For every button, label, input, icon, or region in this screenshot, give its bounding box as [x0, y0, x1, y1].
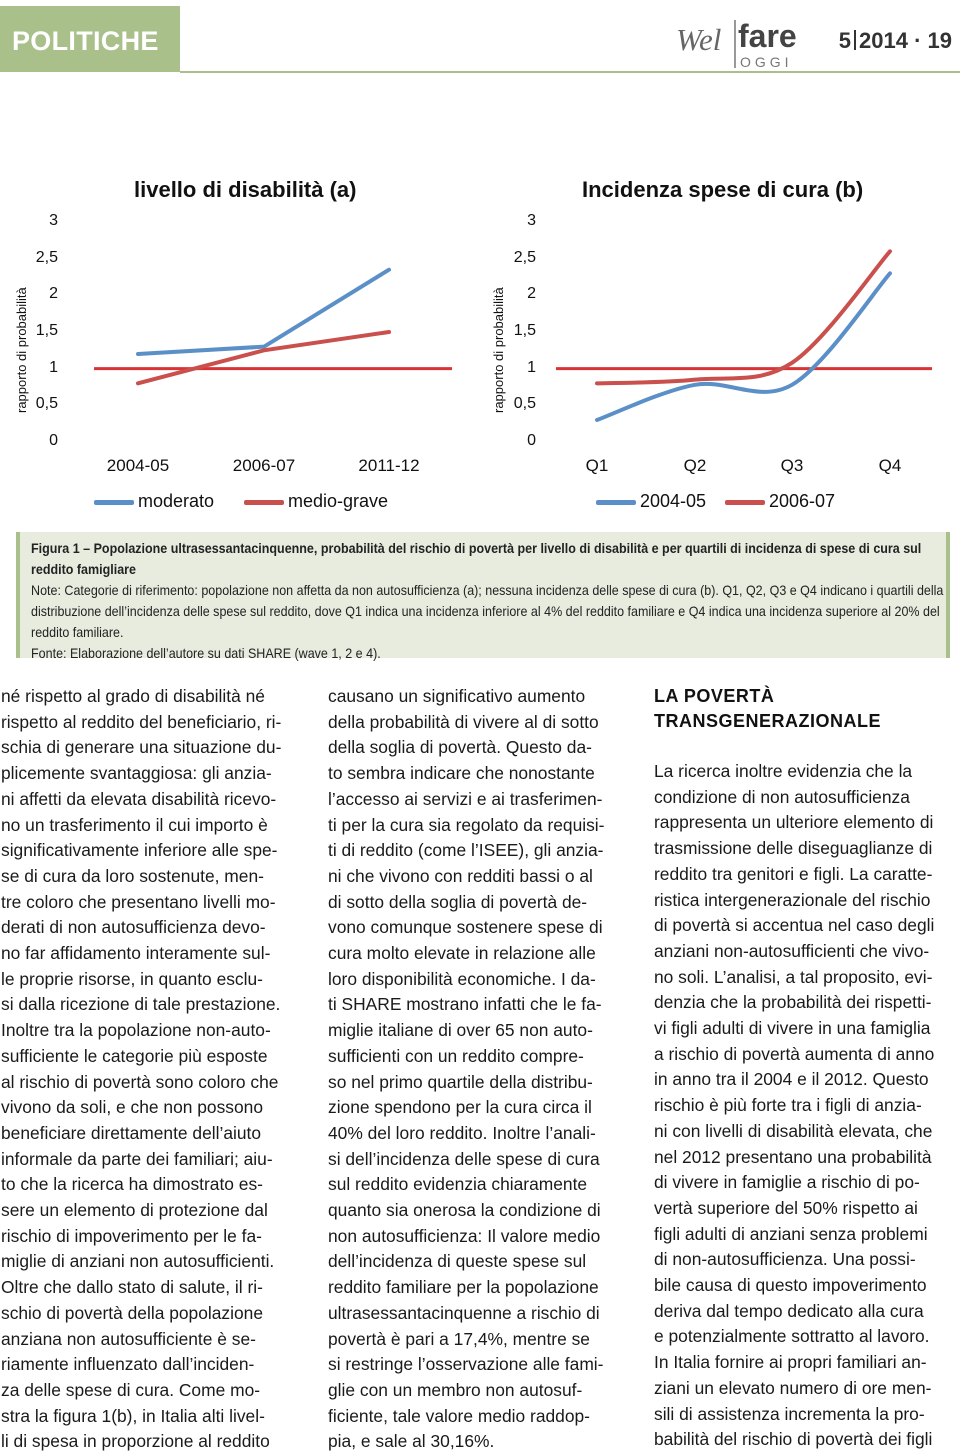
- y-tick-label: 0,5: [35, 395, 58, 413]
- series-line-2006-07: [597, 251, 890, 383]
- text-line: povertà è pari a 17,4%, mentre se: [328, 1328, 590, 1349]
- series-line-2004-05: [597, 273, 890, 420]
- issue-number: 5: [838, 28, 851, 53]
- text-line: rischio di impoverimento per le fa-: [1, 1225, 262, 1246]
- legend-label: 2004-05: [640, 491, 707, 511]
- text-line: so nel primo quartile della distribu-: [328, 1071, 593, 1092]
- issue-separator: [854, 30, 856, 50]
- x-tick-label: 2006-07: [232, 456, 296, 475]
- logo-wel: Wel: [676, 22, 722, 57]
- legend-label: medio-grave: [288, 491, 389, 511]
- legend-swatch: [94, 500, 134, 505]
- y-tick-label: 3: [49, 212, 58, 229]
- text-line: di povertà si accentua nel caso degli: [654, 915, 935, 936]
- text-line: ristica intergenerazionale del rischio: [654, 889, 931, 910]
- text-line: vono comunque sostenere spese di: [328, 917, 603, 938]
- issue-info: 5 2014 · 19: [838, 28, 952, 53]
- text-line: reddito familiare per la popolazione: [328, 1277, 599, 1298]
- y-tick-label: 0: [527, 432, 536, 449]
- text-line: denzia che la probabilità dei rispetti-: [654, 992, 932, 1013]
- text-line: no soli. L’analisi, a tal proposito, evi-: [654, 966, 933, 987]
- text-line: Inoltre tra la popolazione non-auto-: [1, 1020, 271, 1041]
- text-line: e potenzialmente sottratto al lavoro.: [654, 1326, 930, 1347]
- figure-caption: [16, 532, 950, 661]
- text-line: sul reddito evidenzia chiaramente: [328, 1174, 588, 1195]
- text-line: rispetto al reddito del beneficiario, ri-: [1, 711, 282, 732]
- logo-divider: [734, 20, 736, 68]
- text-line: di sotto della soglia di povertà de-: [328, 891, 588, 912]
- y-tick-label: 1,5: [35, 322, 58, 339]
- text-line: li di spesa in proporzione al reddito: [1, 1431, 270, 1452]
- text-line: no un trasferimento il cui importo è: [1, 814, 268, 835]
- caption-source: Fonte: Elaborazione dell’autore su dati SHARE (wave 1, 2 e 4).: [31, 646, 381, 661]
- text-line: ni che vivono con redditi bassi o al: [328, 865, 593, 886]
- x-tick-label: 2011-12: [358, 456, 420, 475]
- text-line: condizione di non autosufficienza: [654, 786, 910, 807]
- text-line: za delle spese di cura. Come mo-: [1, 1379, 261, 1400]
- header-rule: [180, 71, 960, 73]
- magazine-logo: [676, 14, 806, 70]
- caption-notes: Note: Categorie di riferimento: popolazione non affetta da non autosufficienza (a); nessuna incidenza delle spese di cura (b). Q1, Q2, Q3 e Q4 indicano i quartili della distribuzione dell’incidenza delle spese sul reddito, dove Q1 indica una incidenza inferiore al 4% del reddito familiare e Q4 indica una incidenza superiore al 20% del reddito familiare.: [31, 583, 944, 640]
- text-line: babilità del rischio di povertà dei figli: [654, 1429, 933, 1450]
- text-line: cura molto elevate in relazione alle: [328, 943, 596, 964]
- series-line-moderato: [138, 270, 389, 354]
- text-line: glie con un membro non autosuf-: [328, 1379, 583, 1400]
- text-line: miglie di anziani non autosufficienti.: [1, 1251, 275, 1272]
- text-line: trasmissione delle diseguaglianze di: [654, 838, 933, 859]
- text-line: informale da parte dei familiari; aiu-: [1, 1148, 273, 1169]
- issue-year: 2014: [859, 28, 908, 53]
- text-line: ti SHARE mostrano infatti che le fa-: [328, 994, 602, 1015]
- text-line: stra la figura 1(b), in Italia alti livel-: [1, 1405, 265, 1426]
- text-line: vertà superiore del 50% rispetto ai: [654, 1197, 918, 1218]
- chart-a-title: livello di disabilità (a): [134, 177, 357, 202]
- text-line: nel 2012 presentano una probabilità: [654, 1146, 932, 1167]
- text-line: ziani un elevato numero di ore men-: [654, 1377, 932, 1398]
- y-tick-label: 1: [49, 358, 58, 376]
- chart-a-ylabel: rapporto di probabilità: [14, 287, 29, 413]
- text-line: l’accesso ai servizi e ai trasferimen-: [328, 788, 603, 809]
- text-line: figli adulti di anziani senza problemi: [654, 1223, 928, 1244]
- text-line: ficiente, tale valore medio raddop-: [328, 1405, 590, 1426]
- text-line: rischio è più forte tra i figli di anzia-: [654, 1095, 922, 1116]
- y-tick-label: 0: [49, 432, 58, 449]
- text-line: zione spendono per la cura circa il: [328, 1097, 592, 1118]
- x-tick-label: Q2: [683, 456, 707, 475]
- text-line: miglie italiane di over 65 non auto-: [328, 1020, 593, 1041]
- text-line: al rischio di povertà sono coloro che: [1, 1071, 279, 1092]
- text-line: non autosufficienza: Il valore medio: [328, 1225, 601, 1246]
- text-line: né rispetto al grado di disabilità né: [1, 686, 265, 706]
- text-line: rappresenta un ulteriore elemento di: [654, 812, 934, 833]
- text-line: tre coloro che presentano livelli mo-: [1, 891, 276, 912]
- text-line: le proprie risorse, in quanto esclu-: [1, 968, 263, 989]
- text-line: pia, e sale al 30,16%.: [328, 1431, 495, 1452]
- page-number: 19: [927, 28, 952, 53]
- legend-swatch: [725, 500, 765, 505]
- text-line: quanto sia onerosa la condizione di: [328, 1200, 601, 1221]
- caption-figure: Figura 1 – Popolazione ultrasessantacinquenne, probabilità del rischio di povertà per livello di disabilità e per quartili di incidenza di spese di cura sul reddito famigliare: [31, 541, 922, 577]
- text-line: schio di povertà della popolazione: [1, 1302, 264, 1323]
- text-line: 40% del loro reddito. Inoltre l’anali-: [328, 1122, 596, 1143]
- text-line: a rischio di povertà aumenta di anno: [654, 1043, 935, 1064]
- text-line: ti per la cura sia regolato da requisi-: [328, 814, 605, 835]
- text-line: se di cura da loro sostenute, men-: [1, 865, 264, 886]
- y-tick-label: 2,5: [35, 248, 58, 266]
- logo-oggi: OGGI: [740, 54, 793, 70]
- section-label: POLITICHE: [12, 26, 159, 56]
- text-line: Oltre che dallo stato di salute, il ri-: [1, 1277, 263, 1298]
- text-line: ni affetti da elevata disabilità ricevo-: [1, 788, 277, 809]
- text-line: deriva dal tempo dedicato alla cura: [654, 1300, 924, 1321]
- section-tab: [0, 6, 180, 72]
- legend-swatch: [244, 500, 284, 505]
- y-tick-label: 1,5: [513, 322, 536, 339]
- text-line: sufficienti con un reddito compre-: [328, 1045, 584, 1066]
- text-line: In Italia fornire ai propri familiari an-: [654, 1352, 927, 1373]
- text-line: derati di non autosufficienza devo-: [1, 917, 266, 938]
- section-heading: LA POVERTÀ TRANSGENERAZIONALE: [654, 686, 882, 731]
- text-line: ti di reddito (come l’ISEE), gli anzia-: [328, 840, 604, 861]
- logo-fare: fare: [738, 18, 797, 54]
- text-line: anziana non autosufficiente è se-: [1, 1328, 256, 1349]
- text-column-3: [654, 684, 958, 1453]
- text-line: dell’incidenza di queste spese sul: [328, 1251, 587, 1272]
- y-tick-label: 2: [49, 285, 58, 303]
- x-tick-label: Q3: [780, 456, 804, 475]
- legend-swatch: [596, 500, 636, 505]
- text-line: ni con livelli di disabilità elevata, che: [654, 1120, 933, 1141]
- text-line: to che la ricerca ha dimostrato es-: [1, 1174, 263, 1195]
- x-tick-label: Q1: [585, 456, 609, 475]
- text-line: anziani non-autosufficienti che vivo-: [654, 940, 930, 961]
- text-line: si dalla ricezione di tale prestazione.: [1, 994, 281, 1015]
- text-line: plicemente svantaggiosa: gli anzia-: [1, 763, 272, 784]
- legend-label: 2006-07: [769, 491, 836, 511]
- text-line: si dell’incidenza delle spese di cura: [328, 1148, 600, 1169]
- x-tick-label: Q4: [878, 456, 902, 475]
- text-line: vi figli adulti di vivere in una famiglia: [654, 1018, 931, 1039]
- text-line: schia di generare una situazione du-: [1, 737, 282, 758]
- y-tick-label: 3: [527, 212, 536, 229]
- y-tick-label: 0,5: [513, 395, 536, 413]
- y-tick-label: 1: [527, 358, 536, 376]
- text-line: no far affidamento interamente sul-: [1, 943, 271, 964]
- legend-label: moderato: [138, 491, 215, 511]
- text-line: di vivere in famiglie a rischio di po-: [654, 1172, 920, 1193]
- text-line: ultrasessantacinquenne a rischio di: [328, 1302, 600, 1323]
- text-line: della probabilità di vivere al di sotto: [328, 711, 599, 732]
- series-line-medio-grave: [138, 332, 389, 383]
- text-line: si restringe l’osservazione alle fami-: [328, 1354, 604, 1375]
- text-column-1: [1, 684, 301, 1455]
- text-line: sufficiente le categorie più esposte: [1, 1045, 268, 1066]
- text-line: beneficiare direttamente dell’aiuto: [1, 1122, 262, 1143]
- text-line: significativamente inferiore alle spe-: [1, 840, 278, 861]
- text-line: vivono da soli, e che non possono: [1, 1097, 264, 1118]
- text-line: sere un elemento di protezione dal: [1, 1200, 268, 1221]
- chart-b-ylabel: rapporto di probabilità: [491, 287, 506, 413]
- y-tick-label: 2: [527, 285, 536, 303]
- text-line: della soglia di povertà. Questo da-: [328, 737, 592, 758]
- text-line: to sembra indicare che nonostante: [328, 763, 595, 784]
- text-column-2: [328, 684, 630, 1455]
- chart-b-title: Incidenza spese di cura (b): [582, 177, 864, 202]
- text-line: in anno tra il 2004 e il 2012. Questo: [654, 1069, 929, 1090]
- text-line: bile causa di questo impoverimento: [654, 1275, 927, 1296]
- text-line: di non-autosufficienza. Una possi-: [654, 1249, 916, 1270]
- text-line: reddito tra genitori e figli. La caratte-: [654, 863, 933, 884]
- text-line: La ricerca inoltre evidenzia che la: [654, 761, 913, 781]
- text-line: sili di assistenza incrementa la pro-: [654, 1403, 925, 1424]
- y-tick-label: 2,5: [513, 248, 536, 266]
- text-line: causano un significativo aumento: [328, 686, 586, 706]
- text-line: loro disponibilità economiche. I da-: [328, 968, 596, 989]
- x-tick-label: 2004-05: [106, 456, 170, 475]
- text-line: riamente influenzato dall’inciden-: [1, 1354, 255, 1375]
